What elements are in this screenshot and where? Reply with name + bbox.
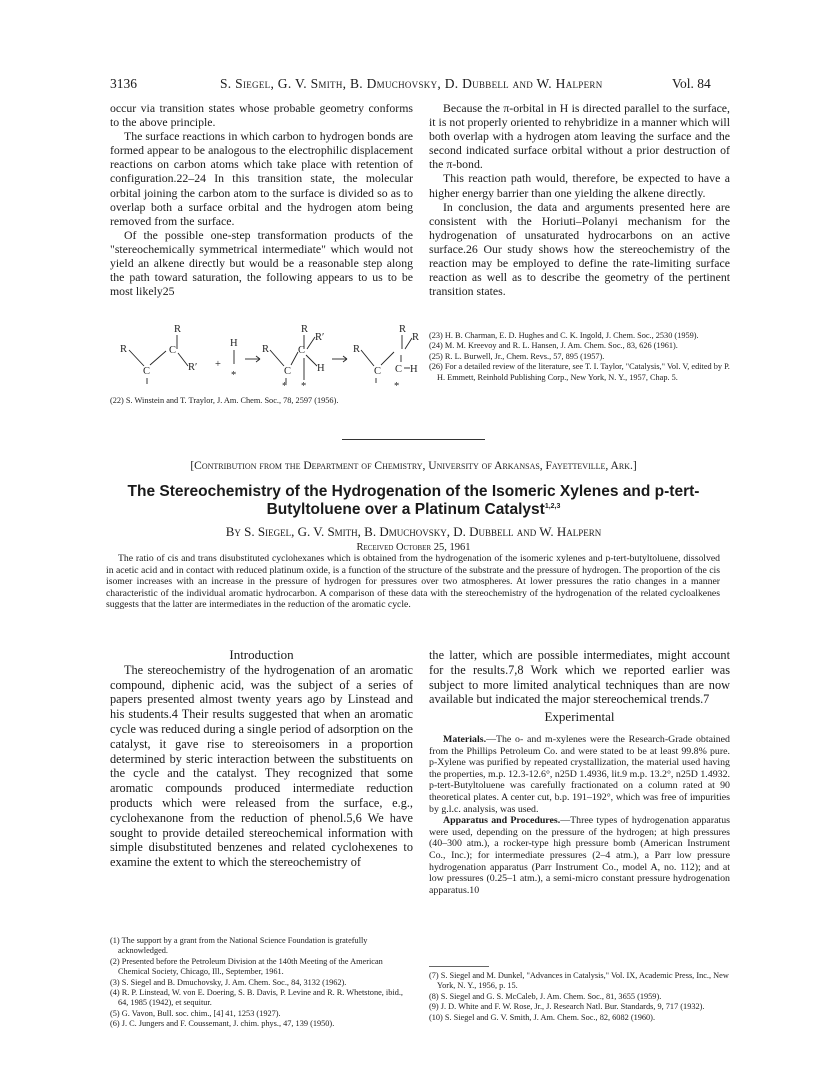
top-left-column (110, 101, 413, 298)
paragraph: In conclusion, the data and arguments presented here are consistent with the Horiuti–Polanyi mechanism for the hydrogenation of unsaturated hydrocarbons on an active surface.26 Our study shows how the stereochemistry of the reaction may be employed to define the rate-limiting surface reaction as well as to describe the geometry of the pertinent transition states. (429, 199, 730, 299)
received-date: Received October 25, 1961 (356, 542, 471, 553)
scheme-label: R (301, 324, 309, 335)
run-in-heading: Materials. (443, 734, 487, 745)
scheme-label: C (169, 345, 177, 356)
paragraph (429, 734, 730, 815)
paragraph: The stereochemistry of the hydrogenation of an aromatic compound, diphenic acid, was the subject of a series of papers presented almost twenty years ago by Linstead and his students.4 Their results suggested that when an aromatic cycle was reduced during a single period of adsorption on the catalyst, it gave rise to stereoisomers in a proportion determined by steric interaction between the substituents on the cycle and the catalyst. They recognized that some aromatic compounds produced intermediate reduction products which were released from the surface, e.g., cyclohexanone from the reduction of phenol.5,6 We have sought to provide detailed stereochemical information with simple disubstituted benzenes and related cyclohexenes to examine the extent to which the stereochemistry of (110, 662, 413, 870)
scheme-label: C (374, 366, 382, 377)
footnotes-lower-right (429, 971, 730, 1023)
footnote: (22) S. Winstein and T. Traylor, J. Am. Chem. Soc., 78, 2597 (1956). (110, 396, 339, 405)
byline: By S. Siegel, G. V. Smith, B. Dmuchovsky, D. Dubbell and W. Halpern (225, 524, 602, 539)
scheme-label: R (262, 344, 270, 355)
footnote: (2) Presented before the Petroleum Division at the 140th Meeting of the American Chemical Society, Chicago, Ill., September, 1961. (110, 956, 383, 977)
running-header-authors: S. Siegel, G. V. Smith, B. Dmuchovsky, D. Dubbell and W. Halpern (220, 76, 603, 91)
scheme-label: R′ (315, 332, 325, 343)
paragraph: Of the possible one-step transformation products of the "stereochemically symmetrical intermediate" which would not yield an alkene directly but would be a reasonable step along the path toward saturation, the following appears to us to be most likely25 (110, 227, 413, 299)
scheme-label: * (394, 381, 400, 390)
paragraph-text: —Three types of hydrogenation apparatus were used, depending on the pressure of the hydrogen; at high pressures (40–300 atm.), a rocker-type high pressure bomb (American Instrument Co., Inc.); for intermediate pressures (2–4 atm.), a Parr low pressure hydrogenation apparatus (Parr Instrument Co., model A, no. 112); and at low pressures (0.25–1 atm.), a semi-micro constant pressure hydrogenation apparatus.10 (429, 815, 730, 896)
section-divider (342, 439, 485, 440)
top-right-column (429, 101, 730, 298)
paragraph: Because the π-orbital in H is directed parallel to the surface, it is not properly oriented to rehybridize in a manner which will both overlap with a hydrogen atom leaving the surface and the second indicated surface orbital without a prior destruction of the π-bond. (429, 101, 730, 172)
reaction-scheme (110, 322, 420, 390)
scheme-label: * (282, 381, 288, 390)
scheme-label: R (353, 344, 361, 355)
footnote: (25) R. L. Burwell, Jr., Chem. Revs., 57, 895 (1957). (429, 351, 605, 361)
footnote: (8) S. Siegel and G. S. McCaleb, J. Am. Chem. Soc., 81, 3655 (1959). (429, 991, 662, 1001)
scheme-label: R (120, 344, 128, 355)
lower-left-column (110, 648, 413, 870)
footnote: (6) J. C. Jungers and F. Coussemant, J. chim. phys., 47, 139 (1950). (110, 1019, 335, 1029)
scheme-label: + (215, 359, 221, 370)
run-in-heading: Apparatus and Procedures. (443, 815, 561, 827)
paragraph: This reaction path would, therefore, be expected to have a higher energy barrier than one yielding the alkene directly. (429, 171, 730, 200)
abstract (106, 553, 720, 611)
scheme-label: C (298, 345, 306, 356)
scheme-label: C (284, 366, 292, 377)
footnote: (4) R. P. Linstead, W. von E. Doering, S. B. Davis, P. Levine and R. R. Whetstone, ibid., 64, 1985 (1942), et sequitur. (110, 988, 403, 1008)
scheme-label: H (230, 338, 238, 349)
title-footnote-marks: 1,2,3 (544, 502, 561, 510)
footnote: (10) S. Siegel and G. V. Smith, J. Am. Chem. Soc., 82, 6082 (1960). (429, 1012, 656, 1022)
footnote: (26) For a detailed review of the literature, see T. I. Taylor, "Catalysis," Vol. V, edited by P. H. Emmett, Reinhold Publishing Corp., New York, N. Y., 1957, Chap. 5. (429, 362, 730, 382)
title-line: The Stereochemistry of the Hydrogenation of the Isomeric Xylenes and p-tert- (127, 483, 700, 500)
paragraph-text: —The o- and m-xylenes were the Research-Grade obtained from the Phillips Petroleum Co. and were stated to be at least 99.8% pure. p-Xylene was purified by repeated crystallization, the material used having the properties, m.p. 12.3-12.6°, n25D 1.4936, lit.9 m.p. 13.2°, n25D 1.4932. p-tert-Butyltoluene was carefully fractionated on a column rated at 90 theoretical plates. A center cut, b.p. 191–192°, which was free of impurities by g.l.c. analysis, was used. (429, 734, 730, 815)
footnote: (23) H. B. Charman, E. D. Hughes and C. K. Ingold, J. Chem. Soc., 2530 (1959). (429, 331, 699, 340)
scheme-label: H (317, 363, 325, 374)
scheme-label: C (395, 364, 403, 375)
paragraph: occur via transition states whose probable geometry conforms to the above principle. (110, 101, 413, 130)
scheme-label: * (301, 381, 307, 390)
footnotes-top-right (429, 331, 730, 383)
scheme-label: R (399, 324, 407, 335)
paragraph: The surface reactions in which carbon to hydrogen bonds are formed appear to be analogous to the electrophilic displacement reactions on carbon atoms which take place with retention of configuration.22–24 In this transition state, the molecular orbital joining the carbon atom to the surface is divided so as to overlap both a surface orbital and the hydrogen atom being removed from the surface. (110, 129, 413, 228)
scheme-label: R (412, 332, 420, 343)
title-line-2 (100, 501, 727, 519)
scheme-label: R′ (188, 362, 198, 373)
section-heading-experimental: Experimental (544, 709, 615, 725)
footnote: (3) S. Siegel and B. Dmuchovsky, J. Am. Chem. Soc., 84, 3132 (1962). (110, 977, 347, 987)
paragraph (429, 815, 730, 896)
abstract-text: The ratio of cis and trans disubstituted cyclohexanes which is obtained from the hydrogenation of the isomeric xylenes and p-tert-butyltoluene, dissolved in acetic acid and in contact with reduced platinum oxide, is a function of the structure of the substrate and the pressure of hydrogen. The proportion of the cis isomer increases with an increase in the pressure of hydrogen for pressures over two atmospheres. At lower pressures the ratio changes in a manner characteristic of the individual aromatic hydrocarbon. A comparison of these data with the stereochemistry of the hydrogenation of the related cycloalkenes suggests that the latter are intermediates in the reduction of the aromatic cycle. (106, 553, 720, 611)
article-title (100, 483, 727, 519)
scheme-label: * (231, 370, 237, 381)
scheme-label: C (143, 366, 151, 377)
footnote: (1) The support by a grant from the National Science Foundation is gratefully acknowledged. (110, 936, 368, 956)
lower-right-column (429, 648, 730, 725)
scheme-label: H (410, 364, 418, 375)
paragraph: the latter, which are possible intermediates, might account for the results.7,8 Work which we reported earlier was subject to more limited analytical techniques than are now available but indicated the major stereochemical trends.7 (429, 648, 730, 707)
section-heading-introduction: Introduction (229, 647, 294, 662)
footnotes-lower-left (110, 936, 413, 1030)
title-line: Butyltoluene over a Platinum Catalyst (266, 501, 545, 518)
volume-number: Vol. 84 (672, 76, 711, 91)
footnote: (7) S. Siegel and M. Dunkel, "Advances in Catalysis," Vol. IX, Academic Press, Inc., New York, N. Y., 1956, p. 15. (429, 971, 729, 991)
experimental-text (429, 734, 730, 896)
footnote: (5) G. Vavon, Bull. soc. chim., [4] 41, 1253 (1927). (110, 1008, 281, 1018)
footnote-rule (429, 966, 489, 967)
footnote: (9) J. D. White and F. W. Rose, Jr., J. Research Natl. Bur. Standards, 9, 717 (1932). (429, 1002, 705, 1012)
page-number: 3136 (110, 76, 137, 91)
scheme-label: R (174, 324, 182, 335)
contribution-line: [Contribution from the Department of Chemistry, University of Arkansas, Fayetteville, Ark.] (190, 460, 637, 472)
footnote: (24) M. M. Kreevoy and R. L. Hansen, J. Am. Chem. Soc., 83, 626 (1961). (429, 341, 678, 351)
footnotes-top-left (110, 396, 413, 406)
